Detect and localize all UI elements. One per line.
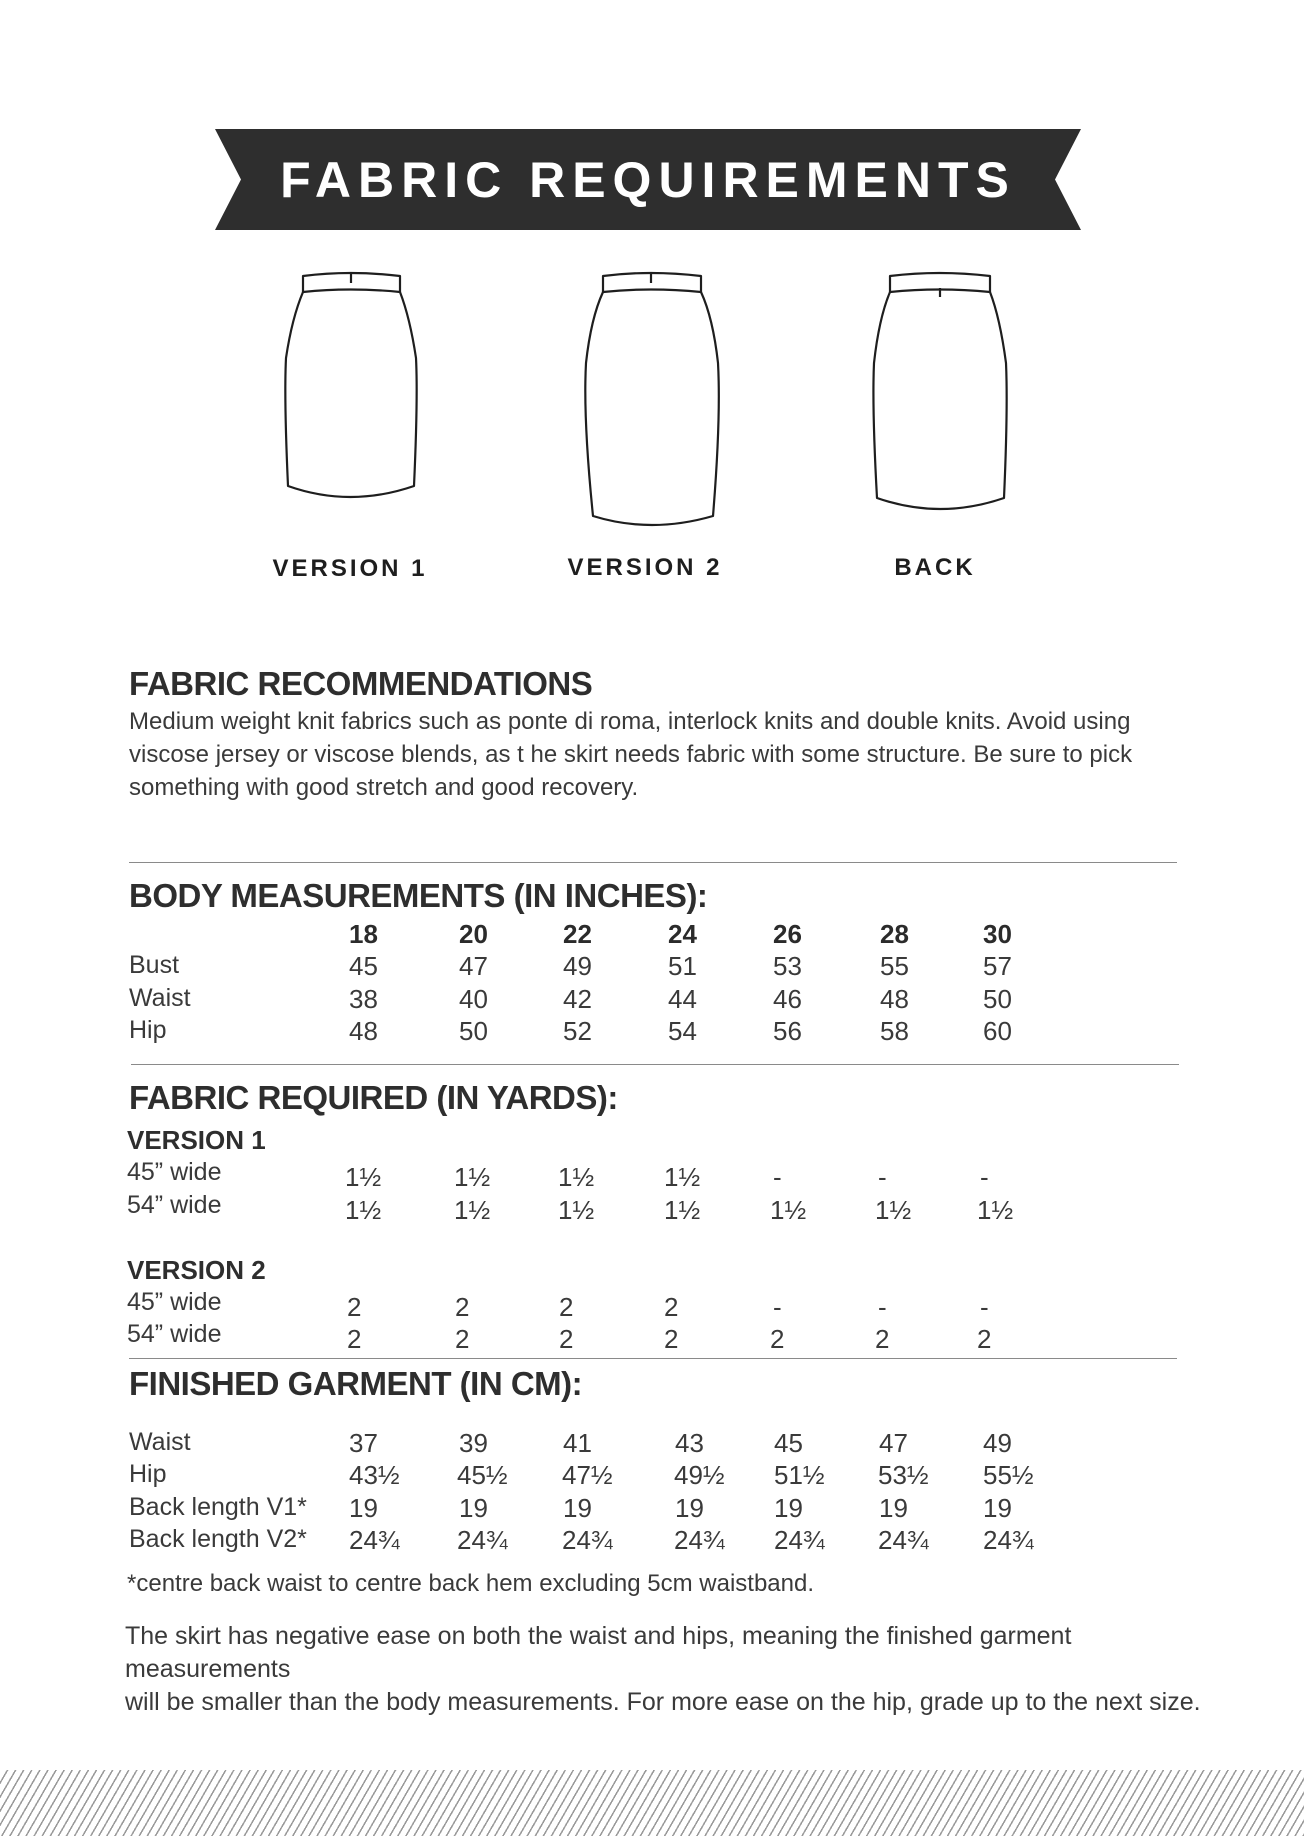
finished-garment-heading: FINISHED GARMENT (IN CM): xyxy=(129,1365,583,1402)
size-header: 26 xyxy=(773,919,802,949)
table-cell: 56 xyxy=(773,1016,802,1046)
table-cell: 49½ xyxy=(674,1460,725,1490)
body-measurements-heading: BODY MEASUREMENTS (IN INCHES): xyxy=(129,877,708,914)
table-row xyxy=(129,1460,1129,1492)
ease-note-line-1: The skirt has negative ease on both the waist and hips, meaning the finished garment measurements xyxy=(125,1622,1072,1683)
table-cell: 2 xyxy=(977,1324,992,1354)
skirt-back-illustration xyxy=(864,268,1014,518)
table-cell: 1½ xyxy=(664,1162,701,1192)
ease-note xyxy=(125,1620,1225,1719)
table-cell: 1½ xyxy=(558,1195,595,1225)
table-cell: 41 xyxy=(563,1428,592,1458)
table-cell: 60 xyxy=(983,1016,1012,1046)
table-cell: 24¾ xyxy=(674,1525,725,1555)
version-1-subheading: VERSION 1 xyxy=(127,1125,266,1155)
row-label: Back length V2* xyxy=(129,1525,307,1553)
table-cell: 42 xyxy=(563,984,592,1014)
table-cell: 43 xyxy=(675,1428,704,1458)
table-cell: - xyxy=(980,1292,989,1322)
table-row xyxy=(129,951,1129,983)
table-cell: 49 xyxy=(563,951,592,981)
table-cell: 19 xyxy=(563,1493,592,1523)
table-cell: 51½ xyxy=(774,1460,825,1490)
size-header: 20 xyxy=(459,919,488,949)
table-row xyxy=(129,984,1129,1016)
table-cell: - xyxy=(878,1162,887,1192)
size-header: 18 xyxy=(349,919,378,949)
table-cell: 1½ xyxy=(558,1162,595,1192)
table-row xyxy=(129,1493,1129,1525)
table-cell: 54 xyxy=(668,1016,697,1046)
table-cell: 19 xyxy=(879,1493,908,1523)
row-label: 45” wide xyxy=(127,1158,222,1186)
table-cell: 45 xyxy=(774,1428,803,1458)
back-label: BACK xyxy=(894,554,976,581)
table-cell: 45 xyxy=(349,951,378,981)
table-cell: - xyxy=(773,1162,782,1192)
table-cell: 1½ xyxy=(345,1195,382,1225)
table-cell: 48 xyxy=(349,1016,378,1046)
size-header-row xyxy=(129,919,1129,951)
table-cell: 2 xyxy=(664,1292,679,1322)
table-cell: 52 xyxy=(563,1016,592,1046)
table-cell: 2 xyxy=(347,1292,362,1322)
table-row xyxy=(127,1320,1127,1352)
recommendations-line-3: something with good stretch and good recovery. xyxy=(129,774,639,801)
recommendations-text xyxy=(129,705,1189,804)
table-cell: 49 xyxy=(983,1428,1012,1458)
table-row xyxy=(129,1525,1129,1557)
table-cell: 43½ xyxy=(349,1460,400,1490)
table-cell: - xyxy=(980,1162,989,1192)
table-cell: 47 xyxy=(879,1428,908,1458)
table-cell: 47½ xyxy=(562,1460,613,1490)
table-cell: 24¾ xyxy=(774,1525,825,1555)
table-cell: 2 xyxy=(770,1324,785,1354)
table-cell: 1½ xyxy=(345,1162,382,1192)
divider xyxy=(129,1358,1177,1359)
version-1-label: VERSION 1 xyxy=(272,555,428,582)
table-cell: 53 xyxy=(773,951,802,981)
row-label: Bust xyxy=(129,951,180,979)
table-row xyxy=(127,1158,1127,1190)
footnote: *centre back waist to centre back hem excluding 5cm waistband. xyxy=(127,1570,815,1597)
table-cell: 1½ xyxy=(875,1195,912,1225)
row-label: Waist xyxy=(129,984,191,1012)
table-cell: 2 xyxy=(559,1292,574,1322)
recommendations-heading: FABRIC RECOMMENDATIONS xyxy=(129,665,593,702)
row-label: Waist xyxy=(129,1428,191,1456)
table-cell: 2 xyxy=(455,1324,470,1354)
table-cell: 19 xyxy=(675,1493,704,1523)
fabric-required-heading: FABRIC REQUIRED (IN YARDS): xyxy=(129,1079,618,1116)
table-cell: - xyxy=(773,1292,782,1322)
row-label: 54” wide xyxy=(127,1320,222,1348)
table-row xyxy=(129,1428,1129,1460)
table-cell: 38 xyxy=(349,984,378,1014)
table-cell: 1½ xyxy=(454,1195,491,1225)
table-cell: 48 xyxy=(880,984,909,1014)
ease-note-line-2: will be smaller than the body measurements. For more ease on the hip, grade up to the next size. xyxy=(125,1688,1201,1716)
table-cell: 45½ xyxy=(457,1460,508,1490)
table-cell: 19 xyxy=(983,1493,1012,1523)
decorative-stripe-border xyxy=(0,1770,1304,1836)
table-cell: 51 xyxy=(668,951,697,981)
divider xyxy=(129,862,1177,863)
table-cell: 57 xyxy=(983,951,1012,981)
table-cell: 50 xyxy=(459,1016,488,1046)
table-cell: 44 xyxy=(668,984,697,1014)
table-cell: 2 xyxy=(347,1324,362,1354)
table-cell: 40 xyxy=(459,984,488,1014)
table-cell: 2 xyxy=(559,1324,574,1354)
version-2-label: VERSION 2 xyxy=(567,554,723,581)
divider xyxy=(131,1064,1179,1065)
table-row xyxy=(127,1191,1127,1223)
table-cell: 24¾ xyxy=(457,1525,508,1555)
version-2-subheading: VERSION 2 xyxy=(127,1255,266,1285)
size-header: 30 xyxy=(983,919,1012,949)
table-cell: 1½ xyxy=(977,1195,1014,1225)
table-cell: 19 xyxy=(774,1493,803,1523)
row-label: Hip xyxy=(129,1460,167,1488)
table-cell: 55 xyxy=(880,951,909,981)
table-cell: 37 xyxy=(349,1428,378,1458)
row-label: Hip xyxy=(129,1016,167,1044)
table-cell: 24¾ xyxy=(562,1525,613,1555)
size-header: 28 xyxy=(880,919,909,949)
table-cell: 50 xyxy=(983,984,1012,1014)
table-cell: 1½ xyxy=(770,1195,807,1225)
row-label: 54” wide xyxy=(127,1191,222,1219)
table-cell: 39 xyxy=(459,1428,488,1458)
page-title: FABRIC REQUIREMENTS xyxy=(280,151,1016,208)
table-row xyxy=(129,1016,1129,1048)
skirt-version-2-illustration xyxy=(575,268,725,538)
size-header: 22 xyxy=(563,919,592,949)
recommendations-line-2: viscose jersey or viscose blends, as t he skirt needs fabric with some structure. Be sure to pick xyxy=(129,741,1133,768)
table-cell: 47 xyxy=(459,951,488,981)
table-row xyxy=(127,1288,1127,1320)
table-cell: 24¾ xyxy=(349,1525,400,1555)
table-cell: 1½ xyxy=(664,1195,701,1225)
row-label: 45” wide xyxy=(127,1288,222,1316)
table-cell: 2 xyxy=(455,1292,470,1322)
table-cell: 2 xyxy=(875,1324,890,1354)
table-cell: 46 xyxy=(773,984,802,1014)
size-header: 24 xyxy=(668,919,697,949)
skirt-version-1-illustration xyxy=(276,268,426,503)
table-cell: 24¾ xyxy=(878,1525,929,1555)
table-cell: 1½ xyxy=(454,1162,491,1192)
row-label: Back length V1* xyxy=(129,1493,307,1521)
table-cell: 55½ xyxy=(983,1460,1034,1490)
title-banner xyxy=(215,129,1081,230)
table-cell: 19 xyxy=(459,1493,488,1523)
table-cell: 58 xyxy=(880,1016,909,1046)
table-cell: - xyxy=(878,1292,887,1322)
table-cell: 24¾ xyxy=(983,1525,1034,1555)
recommendations-line-1: Medium weight knit fabrics such as ponte di roma, interlock knits and double knits. Avoid using xyxy=(129,708,1131,735)
table-cell: 53½ xyxy=(878,1460,929,1490)
table-cell: 19 xyxy=(349,1493,378,1523)
table-cell: 2 xyxy=(664,1324,679,1354)
